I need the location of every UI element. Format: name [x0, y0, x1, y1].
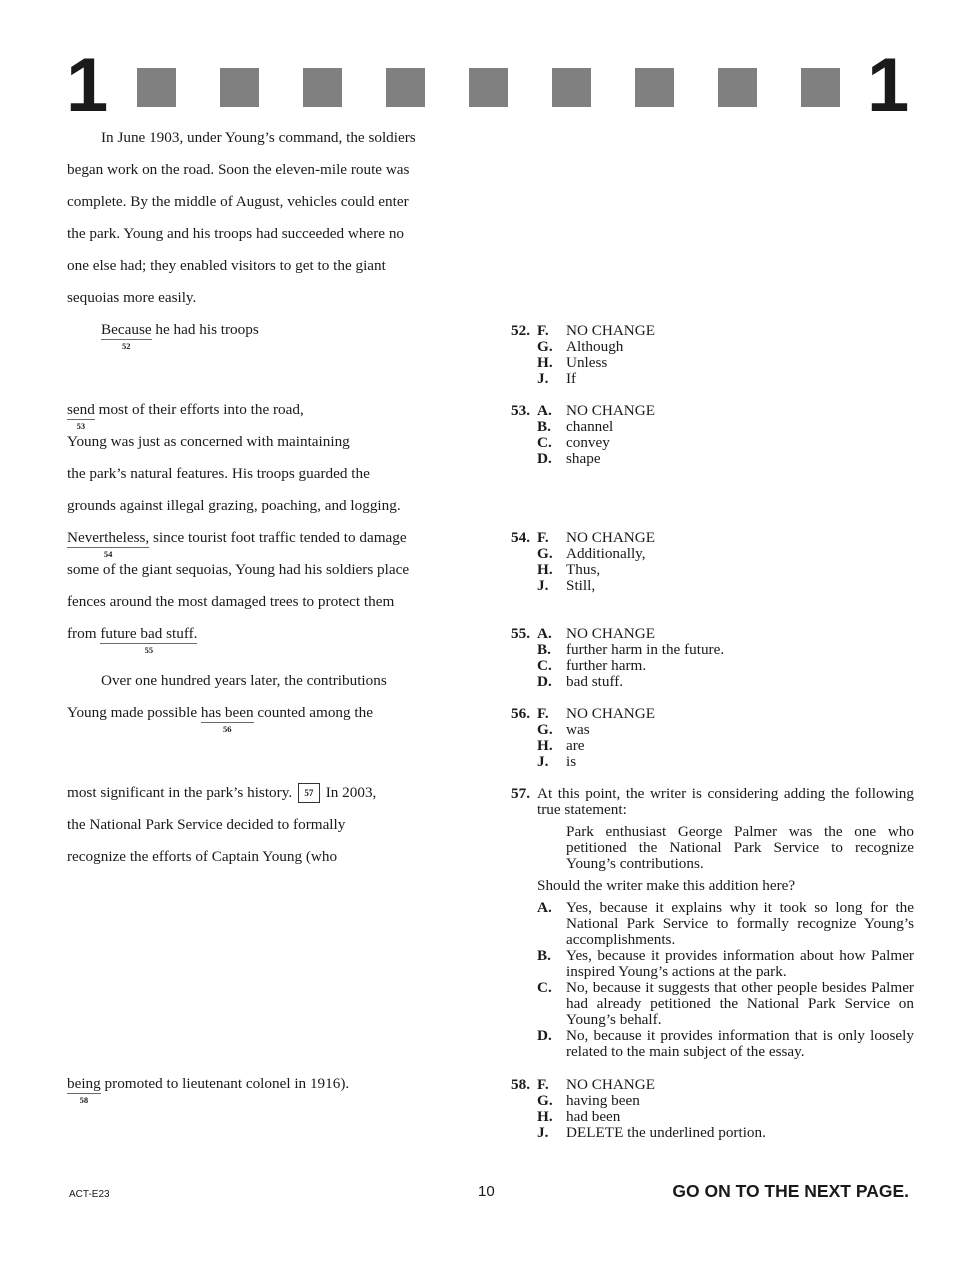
answer-option-h[interactable]: H. Unless	[537, 354, 608, 371]
passage-line-52: Because 52 he had his troops	[101, 321, 259, 351]
question-stem: 57. At this point, the writer is considering adding the following true statement:	[537, 786, 914, 818]
gray-square-icon	[303, 68, 342, 107]
answer-option-d[interactable]: D. shape	[537, 450, 601, 467]
answer-option-a[interactable]: 55. A. NO CHANGE	[504, 626, 914, 642]
passage-line: the park. Young and his troops had succeeded where no	[67, 225, 405, 242]
passage-line: sequoias more easily.	[67, 289, 197, 306]
gray-square-icon	[386, 68, 425, 107]
question-53	[504, 403, 914, 467]
answer-option-d[interactable]: D. bad stuff.	[537, 673, 624, 690]
passage-line: complete. By the middle of August, vehicles could enter	[67, 193, 409, 210]
passage-line: In June 1903, under Young’s command, the soldiers	[101, 129, 416, 146]
answer-option-b[interactable]: B. further harm in the future.	[537, 641, 725, 658]
answer-option-g[interactable]: G. was	[537, 721, 590, 738]
answer-option-f[interactable]: 56. F. NO CHANGE	[504, 706, 914, 722]
answer-option-h[interactable]: H. are	[537, 737, 585, 754]
underlined-portion-54[interactable]: Nevertheless, 54	[67, 529, 150, 559]
gray-square-icon	[552, 68, 591, 107]
passage-line: some of the giant sequoias, Young had his soldiers place	[67, 561, 410, 578]
passage-line: Young was just as concerned with maintaining	[67, 433, 350, 450]
passage-line-55: from future bad stuff. 55	[67, 625, 198, 655]
section-number-left: 1	[66, 43, 109, 128]
answer-option-j[interactable]: J. is	[537, 753, 577, 770]
question-prompt: Should the writer make this addition here?	[537, 877, 796, 894]
passage-line: recognize the efforts of Captain Young (who	[67, 848, 338, 865]
answer-option-h[interactable]: H. Thus,	[537, 561, 601, 578]
question-58	[504, 1077, 914, 1141]
answer-option-g[interactable]: G. Although	[537, 338, 624, 355]
boxed-number-57[interactable]: 57	[298, 783, 320, 803]
underline-number-53: 53	[76, 421, 86, 431]
underline-number-58: 58	[79, 1095, 89, 1105]
passage-line: fences around the most damaged trees to protect them	[67, 593, 395, 610]
page-number: 10	[478, 1183, 495, 1200]
answer-option-c[interactable]: C. further harm.	[537, 657, 647, 674]
answer-option-c[interactable]: C. convey	[537, 434, 610, 451]
answer-option-d[interactable]: D. No, because it provides information that is only loosely related to the main subject of the essay.	[537, 1027, 914, 1060]
answer-option-g[interactable]: G. Additionally,	[537, 545, 646, 562]
answer-option-a[interactable]: A. Yes, because it explains why it took so long for the National Park Service to formally recognize Young’s accomplishments.	[537, 899, 914, 948]
passage-line-53: send 53 most of their efforts into the road,	[67, 401, 304, 431]
underlined-portion-55[interactable]: future bad stuff. 55	[100, 625, 198, 655]
question-number: 53.	[511, 402, 530, 419]
passage-line: grounds against illegal grazing, poaching, and logging.	[67, 497, 401, 514]
gray-square-icon	[801, 68, 840, 107]
answer-option-g[interactable]: G. having been	[537, 1092, 640, 1109]
answer-option-j[interactable]: J. DELETE the underlined portion.	[537, 1124, 766, 1141]
question-54	[504, 530, 914, 594]
passage-line: began work on the road. Soon the eleven-mile route was	[67, 161, 410, 178]
passage-paragraph-57	[67, 777, 467, 873]
underlined-portion-56[interactable]: has been 56	[200, 704, 254, 734]
passage-paragraph-53	[67, 394, 467, 655]
passage-line: Over one hundred years later, the contributions	[101, 672, 387, 689]
question-number: 56.	[511, 705, 530, 722]
answer-option-a[interactable]: 53. A. NO CHANGE	[504, 403, 914, 419]
underlined-portion-58[interactable]: being 58	[67, 1075, 101, 1105]
passage-line-57: most significant in the park’s history. 57 In 2003,	[67, 784, 377, 801]
gray-square-icon	[220, 68, 259, 107]
gray-square-icon	[469, 68, 508, 107]
passage-line-54: Nevertheless, 54 since tourist foot traffic tended to damage	[67, 529, 407, 559]
passage-line: the National Park Service decided to formally	[67, 816, 346, 833]
underline-number-54: 54	[103, 549, 113, 559]
next-page-notice: GO ON TO THE NEXT PAGE.	[672, 1181, 909, 1201]
underline-number-55: 55	[144, 645, 154, 655]
question-number: 54.	[511, 529, 530, 546]
underline-number-52: 52	[122, 341, 131, 351]
question-56	[504, 706, 914, 770]
passage-line-56: Young made possible has been 56 counted among the	[67, 704, 373, 734]
gray-square-icon	[137, 68, 176, 107]
answer-option-b[interactable]: B. Yes, because it provides information about how Palmer inspired Young’s actions at the park.	[537, 947, 914, 980]
answer-option-j[interactable]: J. Still,	[537, 577, 596, 594]
passage-paragraph-56	[67, 665, 467, 734]
question-number: 57.	[511, 785, 530, 802]
underlined-portion-53[interactable]: send 53	[67, 401, 95, 431]
underlined-portion-52[interactable]: Because 52	[101, 321, 152, 351]
passage-line-58: being 58 promoted to lieutenant colonel in 1916).	[67, 1075, 350, 1105]
underline-number-56: 56	[223, 724, 232, 734]
question-number: 58.	[511, 1076, 530, 1093]
question-55	[504, 626, 914, 690]
form-code: ACT-E23	[69, 1189, 110, 1200]
question-52	[504, 323, 914, 387]
answer-option-f[interactable]: 58. F. NO CHANGE	[504, 1077, 914, 1093]
passage-intro-paragraph	[67, 122, 467, 314]
gray-square-icon	[718, 68, 757, 107]
answer-option-f[interactable]: 52. F. NO CHANGE	[504, 323, 914, 339]
passage-line: the park’s natural features. His troops guarded the	[67, 465, 370, 482]
answer-option-h[interactable]: H. had been	[537, 1108, 621, 1125]
answer-option-b[interactable]: B. channel	[537, 418, 614, 435]
gray-square-icon	[635, 68, 674, 107]
answer-option-c[interactable]: C. No, because it suggests that other people besides Palmer had already petitioned the National Park Service on Young’s behalf.	[537, 979, 914, 1028]
answer-option-f[interactable]: 54. F. NO CHANGE	[504, 530, 914, 546]
question-number: 55.	[511, 625, 530, 642]
proposed-statement: Park enthusiast George Palmer was the one who petitioned the National Park Service to recognize Young’s contributions.	[566, 823, 914, 872]
section-number-right: 1	[867, 43, 910, 128]
answer-option-j[interactable]: J. If	[537, 370, 577, 387]
passage-line: one else had; they enabled visitors to get to the giant	[67, 257, 386, 274]
question-57	[504, 786, 914, 1060]
question-number: 52.	[511, 322, 530, 339]
